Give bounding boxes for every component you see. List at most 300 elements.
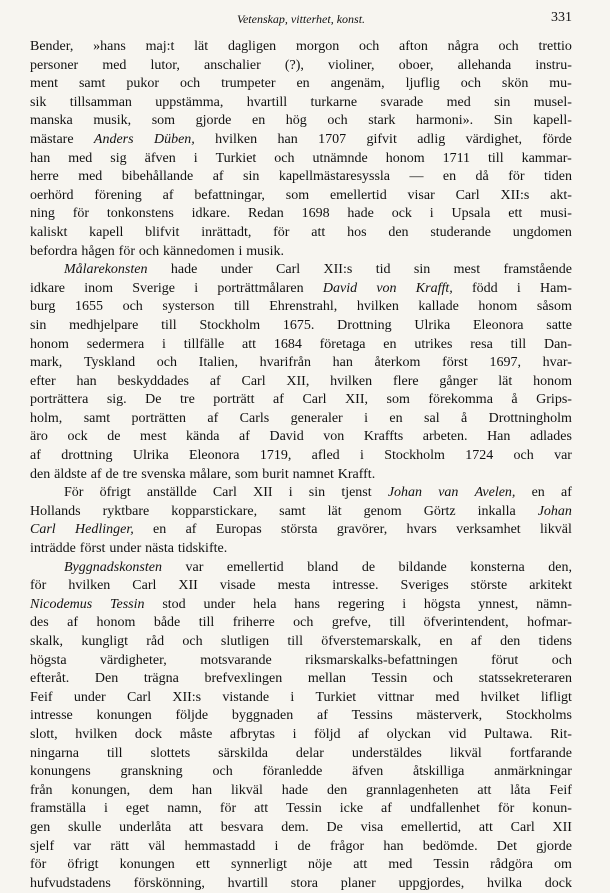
word: mellan	[307, 671, 346, 687]
word: öfverstemarskalk,	[321, 634, 422, 649]
word: några	[447, 39, 479, 54]
text-line	[30, 726, 572, 745]
word: gjorde	[536, 838, 572, 854]
word: likväl	[449, 745, 482, 761]
word: visade	[219, 578, 256, 594]
word: konungen	[119, 857, 175, 873]
word: ment	[30, 76, 58, 92]
word: beskyddades	[117, 373, 190, 389]
word: den	[500, 634, 521, 649]
word: dem	[148, 782, 174, 798]
text-line	[30, 428, 572, 447]
word: namnet	[292, 466, 334, 482]
text-line	[30, 410, 572, 429]
word: De	[326, 819, 343, 835]
word: tre	[122, 466, 138, 482]
word: af	[212, 169, 224, 185]
word: ungdomen	[512, 224, 572, 240]
word: en	[296, 76, 310, 92]
word: turkarne	[310, 94, 358, 110]
word: hågen	[81, 243, 115, 259]
word: Sveriges	[400, 578, 449, 594]
word: van	[438, 485, 459, 501]
word: oerhörd	[30, 187, 74, 203]
text-line	[30, 875, 572, 893]
word: mästerverk,	[416, 708, 483, 724]
text-line	[30, 336, 572, 355]
word: kapellmästaresyssla	[278, 169, 391, 185]
word: personer	[30, 57, 79, 73]
word: XII	[552, 819, 572, 835]
word: till	[287, 634, 303, 649]
word: Ulrika	[414, 317, 451, 333]
word: sik	[30, 94, 47, 110]
word: resa	[470, 336, 493, 352]
word: hvartill	[227, 875, 269, 891]
word: förening	[94, 187, 142, 203]
word: anmärkningar	[494, 764, 572, 780]
word: Sverige	[132, 280, 175, 296]
text-line	[30, 521, 572, 540]
word: och	[156, 355, 177, 371]
word: hemmastadd	[184, 838, 256, 854]
word: med	[68, 150, 93, 166]
word: hufvudstadens	[30, 875, 111, 891]
word: sin	[308, 485, 326, 501]
word: Eleonora	[472, 317, 524, 333]
word: honom	[96, 615, 136, 631]
word: lät	[498, 373, 513, 389]
word: från	[30, 782, 53, 798]
word: till	[198, 615, 215, 631]
word: allehanda	[457, 57, 512, 73]
word: Ham-	[540, 280, 572, 296]
word: namn,	[167, 801, 202, 817]
word: mest	[453, 262, 481, 278]
word: den	[326, 782, 348, 798]
word: hade	[170, 262, 198, 278]
word: rådgöra	[490, 857, 533, 873]
word: öfrigt	[67, 857, 99, 873]
word: den	[30, 466, 51, 482]
word: sedermera	[86, 336, 145, 352]
text-line	[30, 466, 572, 485]
word: tillsamman	[69, 94, 132, 110]
word: idkare.	[191, 206, 231, 222]
word: sjelf	[30, 838, 55, 854]
word: Anders	[93, 131, 134, 147]
text-line	[30, 856, 572, 875]
word: sig.	[106, 392, 127, 408]
word: anställde	[146, 485, 197, 501]
word: bland	[307, 559, 339, 575]
word: Grips-	[536, 392, 572, 408]
word: konungens	[30, 764, 91, 780]
word: öfverintendent,	[423, 615, 509, 631]
text-line	[30, 354, 572, 373]
word: samt	[279, 503, 306, 519]
word: Målarekonsten	[64, 262, 148, 278]
word: samt	[83, 410, 111, 426]
word: De	[145, 392, 162, 408]
word: med	[78, 169, 103, 185]
word: maj:t	[145, 39, 175, 54]
word: till	[161, 317, 177, 333]
word: tre	[180, 392, 195, 408]
word: Carl	[276, 262, 301, 278]
word: nästa	[145, 541, 174, 557]
word: porträttera	[30, 392, 89, 408]
word: kaliskt	[30, 224, 68, 240]
page-header	[30, 10, 572, 30]
word: David	[269, 429, 304, 445]
word: pukor	[126, 76, 159, 92]
word: —	[409, 169, 424, 185]
word: Johan	[387, 485, 423, 501]
word: hvilken	[330, 373, 373, 389]
word: för	[30, 578, 47, 594]
word: vittnar	[377, 689, 415, 705]
text-line	[30, 150, 572, 169]
word: efteråt.	[30, 671, 70, 687]
word: af	[67, 615, 79, 631]
word: visa	[360, 819, 384, 835]
word: tid	[375, 262, 391, 278]
word: adlig	[417, 131, 446, 147]
word: hofmar-	[527, 615, 572, 631]
word: Ulrika	[132, 448, 169, 464]
word: bibehållande	[121, 169, 194, 185]
word: förde	[542, 131, 572, 147]
word: mesta	[277, 578, 311, 594]
word: konungen,	[71, 782, 131, 798]
word: konungen	[96, 708, 152, 724]
word: delar	[295, 745, 324, 761]
word: Hedlinger,	[75, 522, 134, 538]
word: Stockholm	[199, 317, 261, 333]
word: äfven	[144, 150, 176, 166]
word: såsom	[536, 299, 572, 315]
text-line	[30, 614, 572, 633]
text-line	[30, 317, 572, 336]
word: den,	[548, 559, 572, 575]
word: stora	[290, 875, 319, 891]
word: i	[292, 726, 297, 742]
word: och	[327, 113, 348, 129]
word: för	[72, 206, 90, 222]
word: Eleonora	[188, 448, 240, 464]
word: dagligen	[227, 39, 277, 54]
text-line	[30, 447, 572, 466]
word: skulle	[67, 819, 102, 835]
text-line	[30, 800, 572, 819]
word: instru-	[535, 57, 572, 73]
word: sal	[424, 410, 440, 426]
word: visar	[407, 187, 435, 203]
word: förekomma	[428, 392, 493, 408]
word: de	[105, 466, 119, 482]
word: Carl	[455, 187, 480, 203]
word: samt	[78, 76, 106, 92]
word: af	[273, 392, 284, 408]
word: lutor,	[150, 57, 180, 73]
word: kopparstickare,	[171, 503, 258, 519]
word: kungligt	[81, 634, 128, 649]
page-number: 331	[551, 10, 572, 25]
word: kallade	[418, 299, 459, 315]
word: Turkiet	[215, 150, 257, 166]
word: till	[389, 615, 406, 631]
word: honom	[478, 299, 518, 315]
word: hvarifrån	[259, 355, 311, 371]
word: föranledde	[262, 764, 323, 780]
word: i	[359, 448, 364, 464]
word: af	[90, 466, 102, 482]
word: han	[30, 150, 51, 166]
word: i	[238, 243, 243, 259]
word: slott,	[30, 726, 58, 742]
word: sin	[494, 94, 511, 110]
word: burit	[262, 466, 289, 482]
word: han	[191, 782, 213, 798]
word: XII,	[345, 392, 368, 408]
word: följde	[175, 708, 209, 724]
word: största	[280, 522, 318, 538]
word: motsvarande	[200, 652, 272, 668]
word: och	[274, 150, 295, 166]
word: riksmarskalks-befattningen	[305, 652, 458, 668]
word: att	[311, 224, 326, 240]
word: kapell	[89, 224, 124, 240]
word: emellertid	[226, 559, 284, 575]
word: Tessin	[371, 671, 408, 687]
word: framstående	[503, 262, 572, 278]
word: von	[376, 280, 397, 296]
word: och	[212, 764, 233, 780]
word: värdighet,	[465, 131, 522, 147]
word: Europas	[215, 522, 262, 538]
text-line	[30, 298, 572, 317]
word: hvilken	[75, 726, 118, 742]
word: konsterna	[470, 559, 525, 575]
word: gifvit	[366, 131, 397, 147]
word: honom	[533, 373, 572, 389]
word: slottets	[150, 745, 191, 761]
word: och	[513, 448, 534, 464]
text-line	[30, 112, 572, 131]
word: ryktbare	[102, 503, 150, 519]
word: afbrytas	[229, 726, 275, 742]
word: med	[446, 94, 471, 110]
word: särskilda	[218, 745, 268, 761]
word: högsta	[423, 596, 461, 612]
word: ning	[30, 206, 55, 222]
text-line	[30, 261, 572, 280]
text-line	[30, 243, 572, 262]
word: störste	[470, 578, 508, 594]
word: en	[251, 113, 266, 129]
text-line	[30, 559, 572, 578]
word: blifvit	[145, 224, 180, 240]
word: i	[402, 596, 407, 612]
word: öfrigt	[99, 485, 131, 501]
word: lät	[327, 503, 342, 519]
word: af	[209, 373, 221, 389]
text-line	[30, 503, 572, 522]
word: morgon	[295, 39, 340, 54]
text-line	[30, 75, 572, 94]
word: målare,	[189, 466, 232, 482]
word: i	[274, 838, 279, 854]
word: var	[554, 448, 572, 464]
word: de	[107, 429, 121, 445]
word: en	[389, 410, 403, 426]
word: dock	[544, 875, 572, 891]
word: Feif	[549, 782, 572, 798]
text-line	[30, 187, 572, 206]
word: tidskifte.	[177, 541, 228, 557]
word: kända	[186, 429, 220, 445]
word: 1711	[442, 150, 471, 166]
word: Carl	[132, 578, 157, 594]
word: grefve,	[331, 615, 372, 631]
word: gjorde	[195, 113, 232, 129]
word: förskönning,	[133, 875, 205, 891]
word: mästare	[30, 131, 74, 147]
word: var	[73, 838, 92, 854]
word: dem.	[281, 819, 309, 835]
word: han	[383, 838, 404, 854]
word: rätt	[110, 838, 130, 854]
word: råd	[146, 634, 165, 649]
word: XII,	[286, 373, 310, 389]
word: oboer,	[398, 57, 434, 73]
text-line	[30, 782, 572, 801]
word: i	[516, 280, 521, 296]
word: i	[103, 801, 108, 817]
word: tillfälle	[183, 336, 225, 352]
word: en	[383, 336, 397, 352]
word: understäldes	[351, 745, 422, 761]
word: befordra	[30, 243, 78, 259]
word: satte	[546, 317, 572, 333]
word: i	[194, 280, 199, 296]
word: först	[79, 541, 106, 557]
word: en	[153, 522, 167, 538]
text-line	[30, 540, 572, 559]
word: Carl	[126, 689, 152, 705]
word: i	[288, 485, 293, 501]
word: följd	[314, 726, 341, 742]
word: idkare	[30, 280, 65, 296]
word: i	[364, 410, 369, 426]
word: trumpeter	[221, 76, 276, 92]
word: återkom	[374, 355, 421, 371]
word: Turkiet	[315, 689, 357, 705]
word: fortfarande	[509, 745, 572, 761]
word: till	[488, 150, 504, 166]
word: och	[293, 615, 314, 631]
text-line	[30, 689, 572, 708]
word: bedömde.	[422, 838, 478, 854]
word: Bender,	[30, 39, 74, 54]
word: vid	[448, 726, 467, 742]
word: mark,	[30, 355, 63, 371]
word: friherre	[232, 615, 275, 631]
word: Redan	[247, 206, 284, 222]
word: Drottningholm	[488, 410, 572, 426]
word: å	[461, 410, 468, 426]
word: som	[285, 187, 310, 203]
word: afton	[399, 39, 428, 54]
word: 1707	[318, 131, 347, 147]
word: i	[162, 336, 166, 352]
word: Carl	[241, 373, 266, 389]
word: högsta	[30, 652, 67, 668]
word: af	[358, 726, 369, 742]
word: Byggnadskonsten	[64, 559, 162, 575]
word: genom	[363, 503, 402, 519]
word: skön	[501, 76, 529, 92]
word: som	[151, 113, 176, 129]
word: generaler	[290, 410, 343, 426]
text-line	[30, 38, 572, 57]
word: musik.	[246, 243, 284, 259]
text-line	[30, 391, 572, 410]
word: nämn-	[536, 596, 572, 612]
word: musi-	[540, 206, 572, 222]
word: honom	[385, 150, 425, 166]
word: XII:s	[172, 689, 202, 705]
word: holm,	[30, 410, 63, 426]
word: inträdde	[30, 541, 76, 557]
word: Sin	[493, 113, 513, 129]
word: Carl	[510, 819, 535, 835]
word: under	[203, 596, 236, 612]
text-line	[30, 596, 572, 615]
word: med	[388, 857, 413, 873]
word: ett	[508, 206, 523, 222]
word: befattningar,	[194, 187, 265, 203]
word: planer	[340, 875, 376, 891]
word: konun-	[532, 801, 572, 817]
word: en	[442, 169, 457, 185]
word: Dan-	[543, 336, 572, 352]
word: burg	[30, 299, 56, 315]
word: slutligen	[220, 634, 270, 649]
word: sin	[413, 262, 431, 278]
text-line	[30, 652, 572, 671]
word: drottning	[61, 448, 113, 464]
word: för	[497, 801, 515, 817]
word: de	[297, 838, 311, 854]
word: till	[234, 299, 250, 315]
word: under	[73, 689, 106, 705]
word: olyckan	[386, 726, 431, 742]
text-line	[30, 131, 572, 150]
word: Tessin	[286, 801, 322, 817]
text-line	[30, 224, 572, 243]
word: 1697,	[489, 355, 521, 371]
word: inrättadt,	[201, 224, 252, 240]
word: väl	[148, 838, 166, 854]
word: ock	[391, 206, 412, 222]
word: afled	[311, 448, 340, 464]
word: Han	[487, 429, 511, 445]
word: medhjelpare	[69, 317, 139, 333]
word: Det	[496, 838, 517, 854]
word: hos	[347, 224, 367, 240]
